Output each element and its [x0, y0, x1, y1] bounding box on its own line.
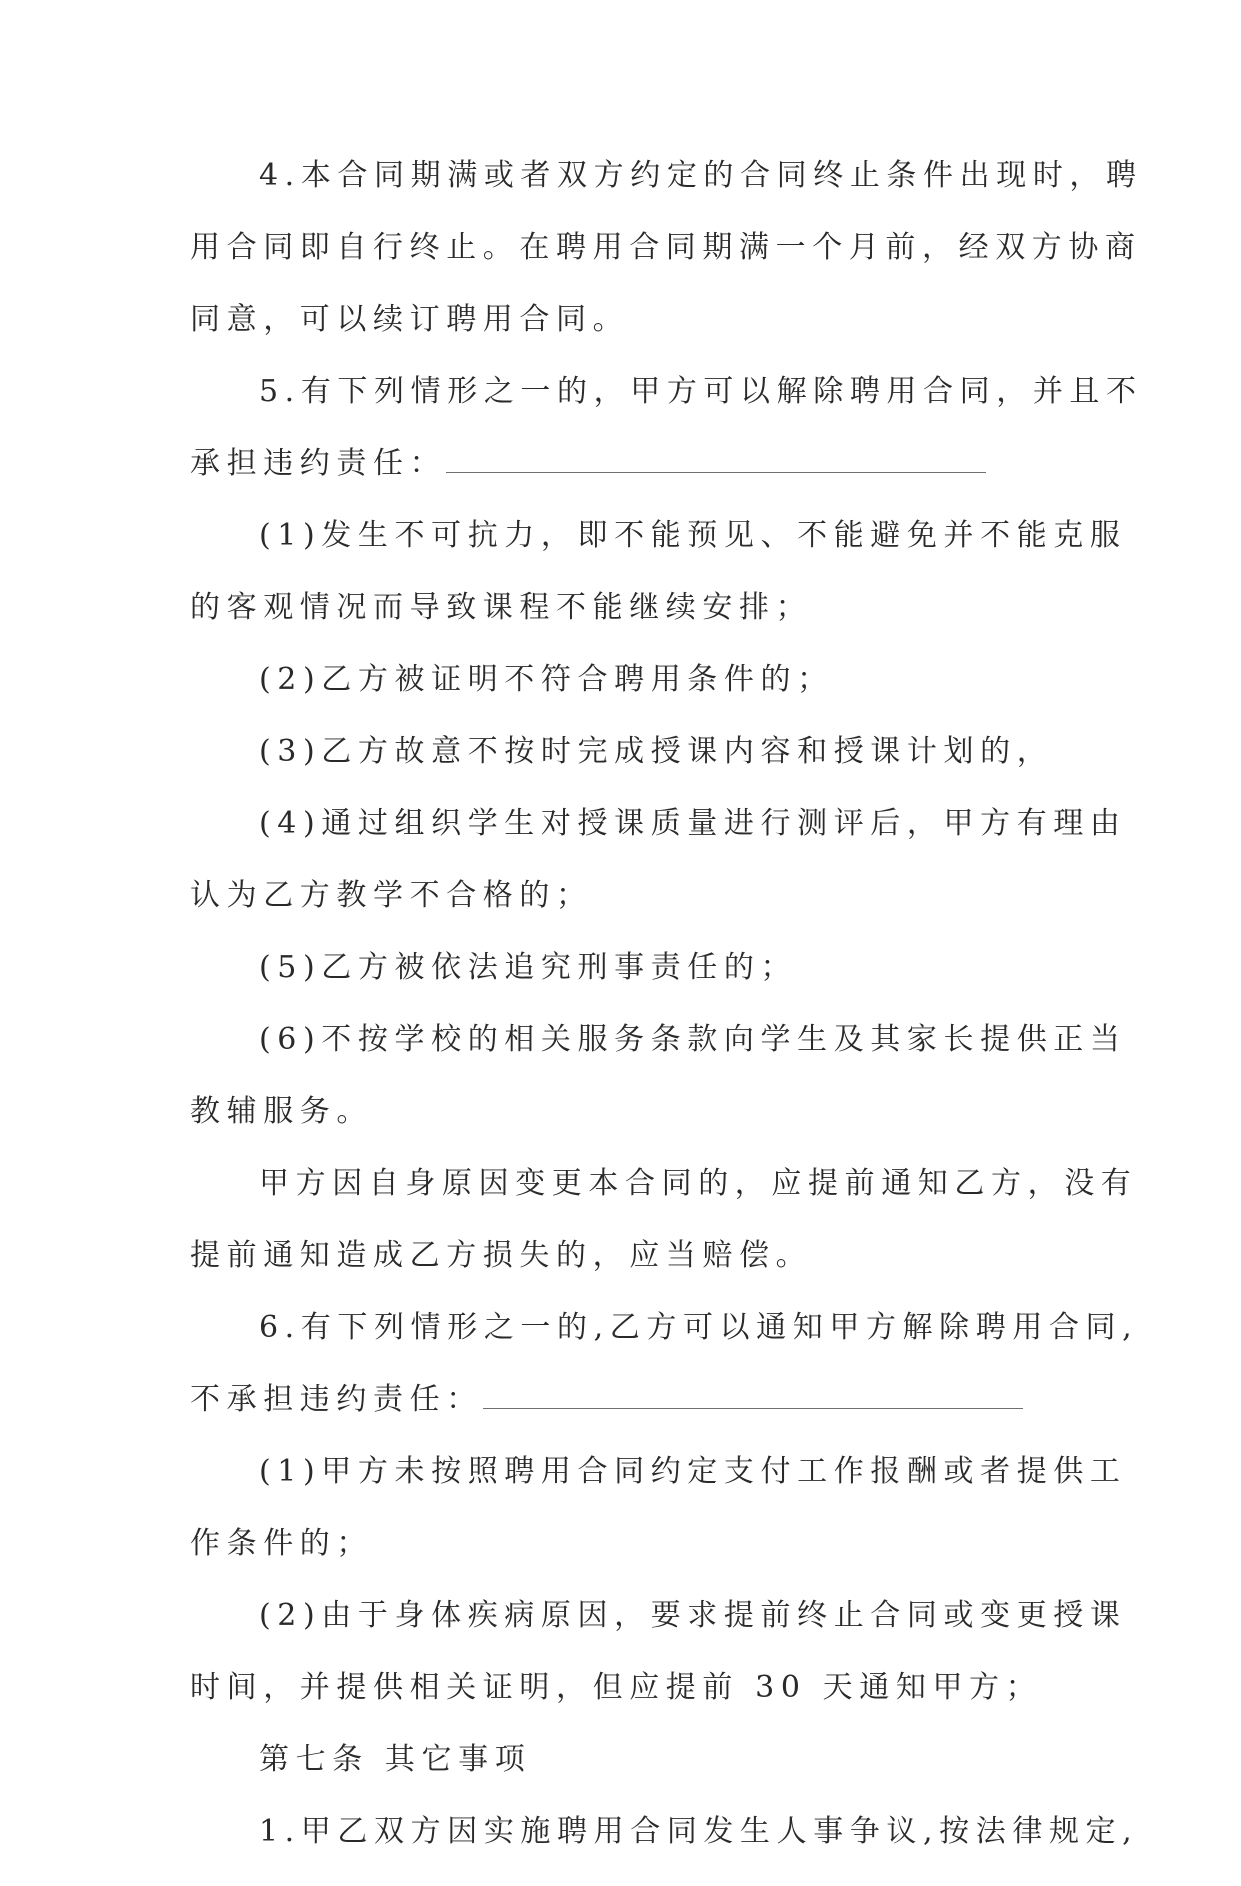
paragraph-line: 的客观情况而导致课程不能继续安排；	[190, 590, 813, 625]
paragraph-line: 6.有下列情形之一的,乙方可以通知甲方解除聘用合同,	[259, 1310, 1139, 1345]
section-heading: 第七条 其它事项	[259, 1742, 532, 1777]
fill-in-blank-line	[483, 1382, 1023, 1409]
paragraph-line: (5)乙方被依法追究刑事责任的；	[259, 950, 798, 985]
paragraph-line: 同意，可以续订聘用合同。	[190, 302, 630, 337]
paragraph-line: 4.本合同期满或者双方约定的合同终止条件出现时，聘	[259, 158, 1143, 193]
paragraph-line: (6)不按学校的相关服务条款向学生及其家长提供正当	[259, 1022, 1127, 1057]
paragraph-line: 用合同即自行终止。在聘用合同期满一个月前，经双方协商	[190, 230, 1142, 265]
paragraph-line: (2)乙方被证明不符合聘用条件的；	[259, 662, 834, 697]
paragraph-line-text: 不承担违约责任：	[190, 1382, 483, 1417]
paragraph-line: 5.有下列情形之一的，甲方可以解除聘用合同，并且不	[259, 374, 1143, 409]
paragraph-line: (4)通过组织学生对授课质量进行测评后，甲方有理由	[259, 806, 1127, 841]
paragraph-line: 甲方因自身原因变更本合同的，应提前通知乙方，没有	[259, 1166, 1138, 1201]
paragraph-line: 提前通知造成乙方损失的，应当赔偿。	[190, 1238, 813, 1273]
paragraph-line: (1)发生不可抗力，即不能预见、不能避免并不能克服	[259, 518, 1127, 553]
paragraph-line: (2)由于身体疾病原因，要求提前终止合同或变更授课	[259, 1598, 1127, 1633]
paragraph-line: 认为乙方教学不合格的；	[190, 878, 593, 913]
paragraph-line: (3)乙方故意不按时完成授课内容和授课计划的，	[259, 734, 1054, 769]
paragraph-line-with-blank	[190, 1382, 1050, 1418]
paragraph-line: 作条件的；	[190, 1526, 373, 1561]
paragraph-line: 教辅服务。	[190, 1094, 373, 1129]
fill-in-blank-line	[446, 446, 986, 473]
paragraph-line: 时间，并提供相关证明，但应提前 30 天通知甲方；	[190, 1670, 1043, 1705]
paragraph-line-with-blank	[190, 446, 1050, 482]
paragraph-line: (1)甲方未按照聘用合同约定支付工作报酬或者提供工	[259, 1454, 1127, 1489]
paragraph-line-text: 承担违约责任：	[190, 446, 447, 481]
paragraph-line: 1.甲乙双方因实施聘用合同发生人事争议,按法律规定,	[259, 1814, 1139, 1849]
document-body	[190, 158, 1143, 1886]
